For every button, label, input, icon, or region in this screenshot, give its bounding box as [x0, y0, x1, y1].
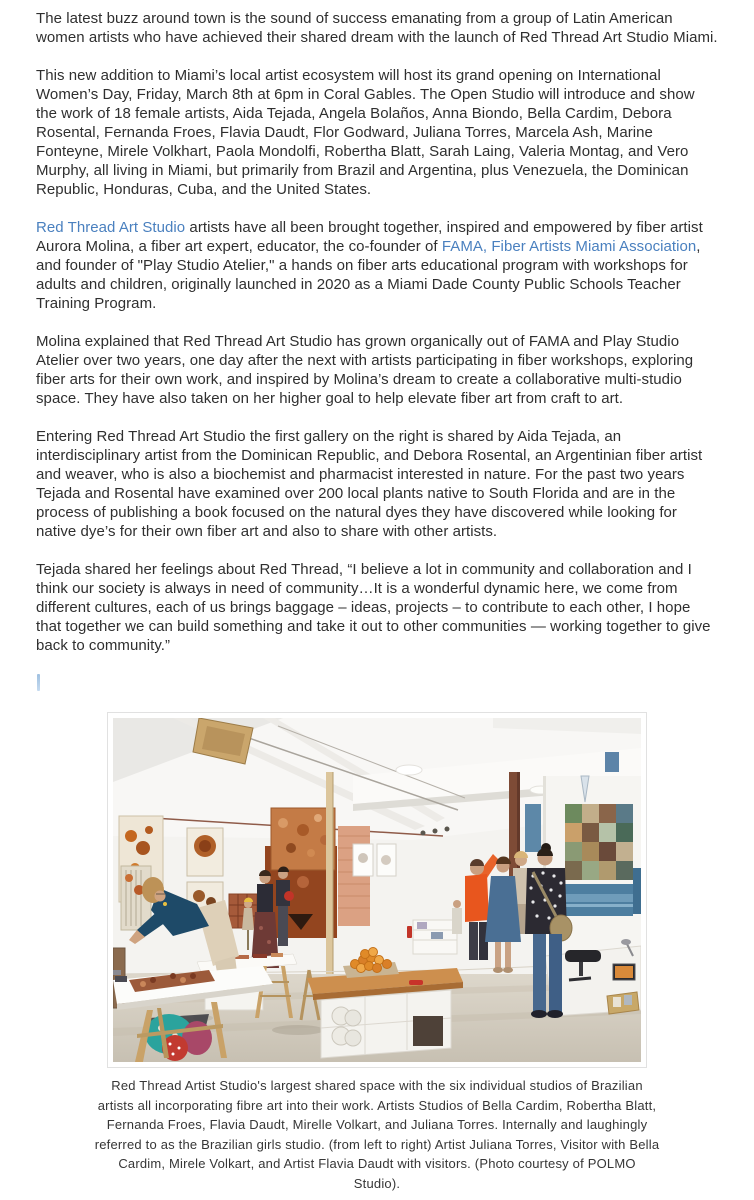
photo-caption: Red Thread Artist Studio's largest shared space with the six individual studios of Brazilian artists all incorporating fibre art into their work. Artists Studios of Bella Cardim, Robertha Blatt, Fernanda Froes, Flavia Daudt, Mirelle Volkart, and Juliana Torres. Internally and laughingly referred to as the Brazilian girls studio. (from left to right) Artist Juliana Torres, Visitor with Bella Cardim, Mirele Volkart, and Artist Flavia Daudt with visitors. (Photo courtesy of POLMO Studio). — [94, 1078, 660, 1191]
paragraph-molina-explained: Molina explained that Red Thread Art Studio has grown organically out of FAMA and Play Studio Atelier over two years, one day after the next with artists participating in fiber workshops, exploring fiber arts for their own work, and inspired by Molina’s dream to create a collaborative multi-studio space. They have also taken on her higher goal to help elevate fiber art from craft to art. — [36, 333, 694, 407]
paragraph-founders — [36, 218, 718, 313]
paragraph-intro: The latest buzz around town is the sound of success emanating from a group of Latin American women artists who have achieved their shared dream with the launch of Red Thread Art Studio Miami. — [36, 10, 718, 46]
paragraph-tejada-quote: Tejada shared her feelings about Red Thread, “I believe a lot in community and collaboration and I think our society is always in need of community…It is a wonderful dynamic here, we come from different cultures, each of us brings baggage – ideas, projects – to contribute to each other, I hope that together we can build something and take it out to other communities — working together to give back to community.” — [36, 561, 711, 654]
studio-photo-illustration — [113, 718, 641, 1062]
link-red-thread-art-studio[interactable]: Red Thread Art Studio — [36, 219, 186, 236]
text-cursor-caret[interactable] — [37, 674, 40, 691]
photo-back-shelf — [407, 920, 457, 954]
studio-photo — [107, 712, 647, 1068]
paragraph-first-gallery: Entering Red Thread Art Studio the first gallery on the right is shared by Aida Tejada, an interdisciplinary artist from the Dominican Republic, and Debora Rosental, an Argentinian fiber artist and weaver, who is also a biochemist and pharmacist interested in nature. For the past two years Tejada and Rosental have examined over 200 local plants native to South Florida and are in the process of publishing a book focused on the natural dyes they have discovered while looking for native dye’s for their own fiber art and also to share with other artists. — [36, 428, 703, 540]
photo-wood-post — [326, 772, 333, 982]
studio-photo-figure — [36, 712, 718, 1193]
paragraph-founders-text-2: , and founder of "Play Studio Atelier," a hands on fiber arts educational program with workshops for adults and children, originally launched in 2020 as a Miami Dade County Public Schools Teacher Training Program. — [36, 238, 701, 312]
link-fama-fiber-artists-miami-association[interactable]: FAMA, Fiber Artists Miami Association — [441, 238, 697, 255]
paragraph-founders-text-1: artists have all been brought together, inspired and empowered by fiber artist Aurora Molina, a fiber art expert, educator, the co-founder of — [36, 219, 703, 255]
paragraph-grand-opening: This new addition to Miami’s local artist ecosystem will host its grand opening on International Women’s Day, Friday, March 8th at 6pm in Coral Gables. The Open Studio will introduce and show the work of 18 female artists, Aida Tejada, Angela Bolaños, Anna Biondo, Bella Cardim, Debora Rosental, Fernanda Froes, Flavia Daudt, Flor Godward, Juliana Torres, Marcela Ash, Marine Fonteyne, Mirele Volkhart, Paola Mondolfi, Robertha Blatt, Sarah Laing, Valeria Montag, and Vero Murphy, all living in Miami, but primarily from Brazil and Argentina, plus Venezuela, the Dominican Republic, Honduras, Cuba, and the United States. — [36, 67, 695, 198]
